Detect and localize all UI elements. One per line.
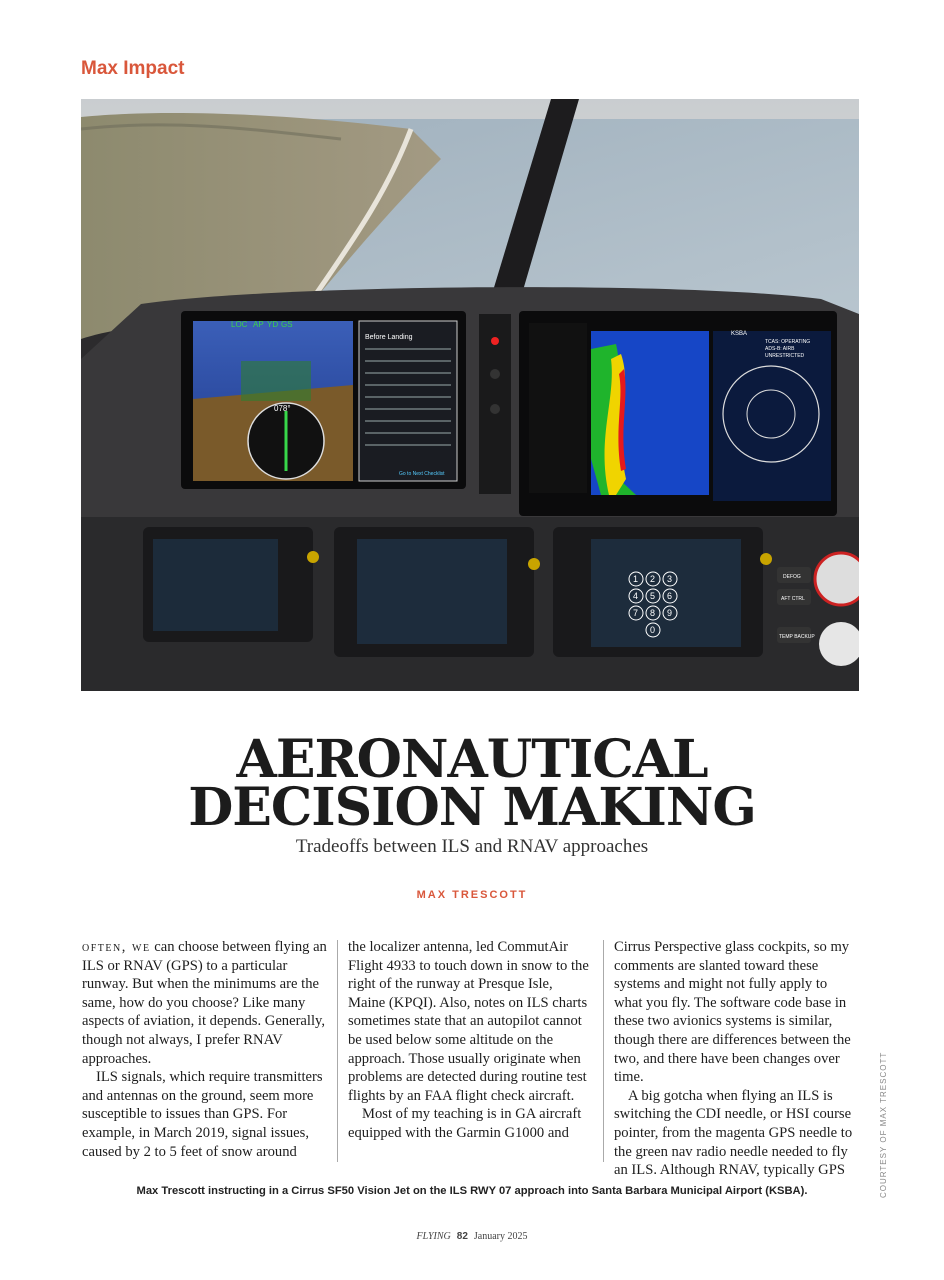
nav-mode-yd: YD [267, 320, 279, 329]
keypad-digit: 8 [650, 608, 656, 618]
page-number: 82 [456, 1231, 468, 1242]
issue-date: January 2025 [473, 1231, 528, 1242]
keypad-digit: 7 [633, 608, 639, 618]
folio [0, 1231, 944, 1242]
airport-id: KSBA [731, 331, 748, 337]
temp-backup-button-label: TEMP BACKUP [779, 634, 815, 640]
article-column-1 [82, 938, 327, 1161]
adsb-status: ADS-B: AIRB [765, 346, 795, 352]
article-column-2 [348, 938, 593, 1143]
paragraph: Most of my teaching is in GA aircraft equipped with the Garmin G1000 and [348, 1106, 582, 1141]
restriction-status: UNRESTRICTED [765, 353, 805, 359]
keypad-digit: 6 [667, 591, 673, 601]
photo-credit-text: COURTESY OF MAX TRESCOTT [879, 1051, 888, 1198]
keypad-digit: 1 [633, 574, 639, 584]
column-divider [603, 940, 604, 1162]
paragraph: A big gotcha when flying an ILS is switching the CDI needle, or HSI course pointer, from the magenta GPS needle to the green nav radio needle needed to fly an ILS. Although RNAV, typically GPS [614, 1087, 853, 1179]
paragraph: the localizer antenna, led CommutAir Flight 4933 to touch down in snow to the right of the runway at Presque Isle, Maine (KPQI). Also, notes on ILS charts sometimes state that an autopilot cannot be used below some altitude on the approach. Those usually originate when problems are detected during routine test flights by an FAA flight check aircraft. [348, 939, 589, 1104]
column-divider [337, 940, 338, 1162]
keypad-digit: 0 [650, 625, 656, 635]
tcas-status: TCAS: OPERATING [765, 339, 811, 345]
magazine-name: FLYING [416, 1231, 451, 1242]
keypad-digit: 2 [650, 574, 656, 584]
keypad-digit: 5 [650, 591, 656, 601]
nav-mode-gs: GS [281, 320, 293, 329]
article-title-line-2: DECISION MAKING [188, 777, 756, 838]
checklist-header: Before Landing [365, 334, 413, 341]
keypad-digit: 3 [667, 574, 673, 584]
cockpit-photo [81, 99, 859, 691]
heading-readout: 078° [274, 404, 291, 413]
aft-ctrl-button-label: AFT CTRL [781, 596, 805, 602]
byline: MAX TRESCOTT [416, 889, 528, 901]
keypad-digit: 4 [633, 591, 639, 601]
paragraph: Cirrus Perspective glass cockpits, so my comments are slanted toward these systems and might not fully apply to what you fly. The software code base in these two avionics systems is similar, though there are differences between the two, and there have been changes over time. [614, 939, 851, 1086]
photo-credit [877, 1051, 891, 1200]
article-subtitle: Tradeoffs between ILS and RNAV approaches [295, 836, 649, 857]
article-title-line-1: AERONAUTICAL [236, 729, 708, 790]
keypad-digit: 9 [667, 608, 673, 618]
checklist-footer: Go to Next Checklist [399, 471, 445, 477]
defog-button-label: DEFOG [783, 574, 801, 580]
paragraph: ILS signals, which require transmitters and antennas on the ground, seem more susceptible to issues than GPS. For example, in March 2019, signal issues, caused by 2 to 5 feet of snow around [82, 1069, 323, 1160]
nav-mode-ap: AP [253, 320, 264, 329]
photo-caption: Max Trescott instructing in a Cirrus SF50 Vision Jet on the ILS RWY 07 approach into Santa Barbara Municipal Airport (KSBA). [136, 1185, 808, 1197]
paragraph-text: can choose between flying an ILS or RNAV (GPS) to a particular runway. But when the minimums are the same, how do you choose? Like many aspects of aviation, it depends. Generally, though not always, I prefer RNAV approaches. [82, 939, 327, 1067]
section-label: Max Impact [81, 58, 185, 79]
article-column-3 [614, 938, 859, 1180]
paragraph [82, 938, 327, 1068]
lead-in: often, we [82, 939, 151, 955]
nav-mode-loc: LOC [231, 320, 248, 329]
